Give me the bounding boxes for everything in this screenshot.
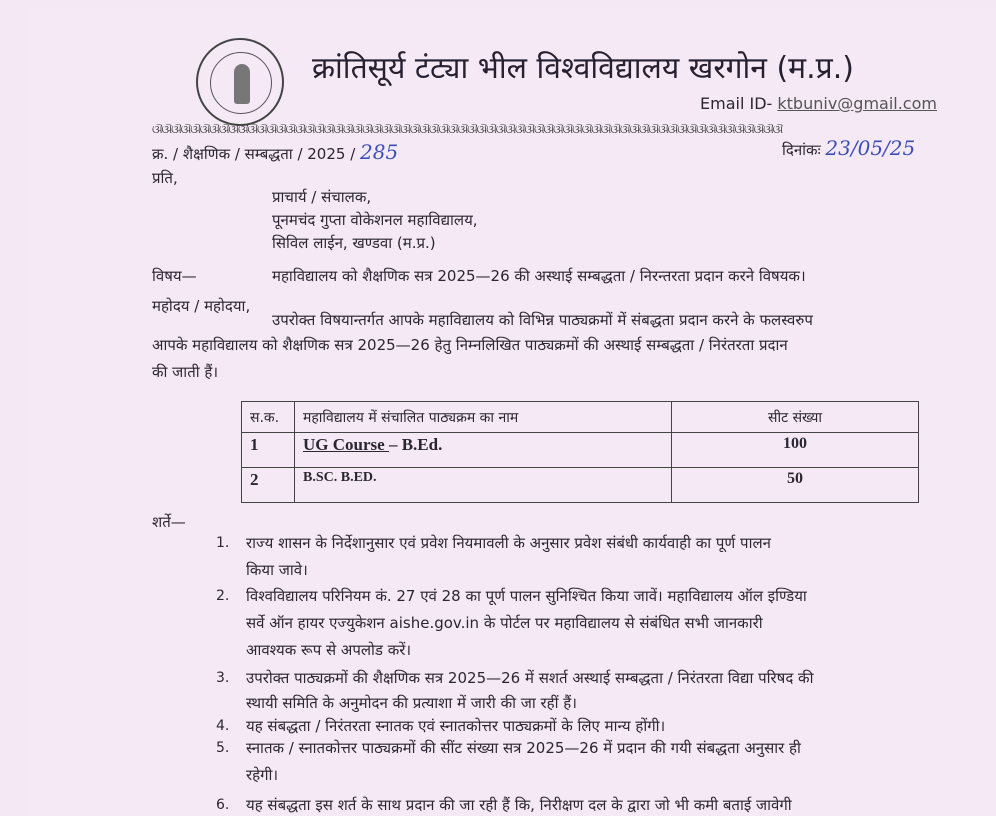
condition-number: 3. (216, 670, 230, 686)
condition-text: राज्य शासन के निर्देशानुसार एवं प्रवेश नियमावली के अनुसार प्रवेश संबंधी कार्यवाही का पूर्ण पालन (246, 534, 771, 552)
condition-text: विश्वविद्यालय परिनियम कं. 27 एवं 28 का पूर्ण पालन सुनिश्चित किया जावें। महाविद्यालय ऑल इण्डिया (246, 587, 807, 605)
ref-label: क्र. / शैक्षणिक / सम्बद्धता / 2025 / (152, 145, 356, 163)
date (782, 136, 915, 160)
body-line: आपके महाविद्यालय को शैक्षणिक सत्र 2025—26 हेतु निम्नलिखित पाठ्यक्रमों की अस्थाई सम्बद्धता / निरंतरता प्रदान (152, 336, 788, 354)
subject-label: विषय— (152, 267, 197, 285)
addressee-line: सिविल लाईन, खण्डवा (म.प्र.) (272, 234, 436, 252)
table-row (242, 433, 919, 468)
condition-number: 6. (216, 797, 230, 813)
email-line (700, 94, 937, 113)
condition-number: 5. (216, 740, 230, 756)
cell-seats: 50 (672, 468, 919, 503)
condition-number: 2. (216, 588, 230, 604)
date-handwritten: 23/05/25 (825, 136, 916, 160)
subject-text: महाविद्यालय को शैक्षणिक सत्र 2025—26 की अस्थाई सम्बद्धता / निरन्तरता प्रदान करने विषयक। (272, 267, 806, 285)
ref-handwritten-number: 285 (360, 140, 399, 164)
affiliation-table (241, 401, 919, 503)
condition-text: सर्वे ऑन हायर एज्युकेशन aishe.gov.in के पोर्टल पर महाविद्यालय से संबंधित सभी जानकारी (246, 614, 763, 632)
condition-text: किया जावे। (246, 561, 308, 579)
university-name: क्रांतिसूर्य टंट्या भील विश्वविद्यालय खरगोन (म.प्र.) (312, 51, 854, 86)
ornamental-border: ଔଔଔଔଔଔଔଔଔଔଔଔଔଔଔଔଔଔଔଔଔଔଔଔଔଔଔଔଔଔଔଔଔଔଔଔଔଔଔଔଔଔଔଔଔଔଔଔଔଔଔଔଔଔଔଔଔଔଔଔଔଔଔଔଔଔ (152, 123, 783, 133)
header-course: महाविद्यालय में संचालित पाठ्यक्रम का नाम (295, 402, 672, 433)
cell-course: B.SC. B.ED. (295, 468, 672, 503)
addressee-line: पूनमचंद गुप्ता वोकेशनल महाविद्यालय, (272, 211, 478, 229)
condition-text: स्थायी समिति के अनुमोदन की प्रत्याशा में जारी की जा रहीं हैं। (246, 694, 577, 712)
condition-text: उपरोक्त पाठ्यक्रमों की शैक्षणिक सत्र 2025—26 में सशर्त अस्थाई सम्बद्धता / निरंतरता विद्या परिषद की (246, 669, 814, 687)
reference-number (152, 140, 398, 164)
header-seats: सीट संख्या (672, 402, 919, 433)
to-prefix: प्रति, (152, 169, 178, 187)
addressee-line: प्राचार्य / संचालक, (272, 188, 372, 206)
university-seal-logo (196, 38, 284, 126)
salutation: महोदय / महोदया, (152, 297, 251, 315)
conditions-label: शर्ते— (152, 513, 186, 531)
body-line: की जाती हैं। (152, 363, 219, 381)
email-label: Email ID- (700, 94, 773, 113)
course-rest: – B.Ed. (388, 435, 443, 454)
cell-course (295, 433, 672, 468)
condition-number: 1. (216, 535, 230, 551)
condition-text: यह संबद्धता / निरंतरता स्नातक एवं स्नातकोत्तर पाठ्यक्रमों के लिए मान्य होंगी। (246, 717, 666, 735)
table-header-row (242, 402, 919, 433)
condition-number: 4. (216, 718, 230, 734)
condition-text: स्नातक / स्नातकोत्तर पाठ्यक्रमों की सींट संख्या सत्र 2025—26 में प्रदान की गयी संबद्धता अनुसार ही (246, 739, 801, 757)
body-line: उपरोक्त विषयान्तर्गत आपके महाविद्यालय को विभिन्न पाठ्यक्रमों में संबद्धता प्रदान करने के फलस्वरुप (272, 311, 813, 329)
course-underlined: UG Course (303, 435, 389, 454)
condition-text: यह संबद्धता इस शर्त के साथ प्रदान की जा रही हैं कि, निरीक्षण दल के द्वारा जो भी कमी बताई जावेगी (246, 796, 792, 814)
table-row (242, 468, 919, 503)
date-label: दिनांकः (782, 141, 821, 159)
cell-sno: 1 (242, 433, 295, 468)
cell-seats: 100 (672, 433, 919, 468)
condition-text: आवश्यक रूप से अपलोड करें। (246, 641, 412, 659)
header-sno: स.क. (242, 402, 295, 433)
cell-sno: 2 (242, 468, 295, 503)
email-link[interactable]: ktbuniv@gmail.com (777, 94, 937, 113)
condition-text: रहेगी। (246, 766, 279, 784)
